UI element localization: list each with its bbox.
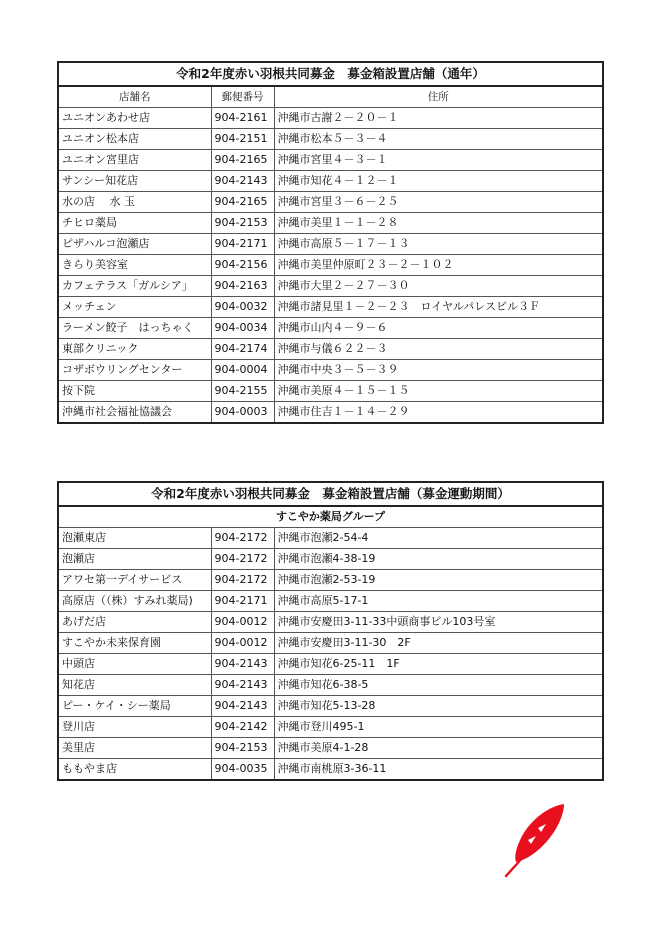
table-row xyxy=(58,297,603,318)
cell-address: 沖縄市諸見里１－２－２３ ロイヤルパレスビル３Ｆ xyxy=(274,297,603,318)
cell-postal-code: 904-2171 xyxy=(211,591,274,612)
cell-address: 沖縄市中央３－５－３９ xyxy=(274,360,603,381)
cell-address: 沖縄市美里１－１－２８ xyxy=(274,213,603,234)
cell-postal-code: 904-0035 xyxy=(211,759,274,781)
table-row xyxy=(58,570,603,591)
cell-address: 沖縄市宮里３－６－２５ xyxy=(274,192,603,213)
cell-address: 沖縄市古謝２－２０－１ xyxy=(274,108,603,129)
cell-postal-code: 904-2153 xyxy=(211,213,274,234)
cell-postal-code: 904-2165 xyxy=(211,150,274,171)
cell-store-name: 美里店 xyxy=(58,738,211,759)
table-row xyxy=(58,612,603,633)
cell-address: 沖縄市安慶田3-11-30 2F xyxy=(274,633,603,654)
cell-address: 沖縄市松本５－３－４ xyxy=(274,129,603,150)
cell-address: 沖縄市知花5-13-28 xyxy=(274,696,603,717)
cell-store-name: ラーメン餃子 はっちゃく xyxy=(58,318,211,339)
cell-store-name: 知花店 xyxy=(58,675,211,696)
table-row xyxy=(58,360,603,381)
cell-postal-code: 904-0012 xyxy=(211,633,274,654)
cell-postal-code: 904-2156 xyxy=(211,255,274,276)
cell-postal-code: 904-2165 xyxy=(211,192,274,213)
cell-address: 沖縄市山内４－９－６ xyxy=(274,318,603,339)
table-row xyxy=(58,339,603,360)
table-row xyxy=(58,213,603,234)
cell-address: 沖縄市登川495-1 xyxy=(274,717,603,738)
cell-postal-code: 904-2163 xyxy=(211,276,274,297)
cell-address: 沖縄市高原5-17-1 xyxy=(274,591,603,612)
table-title: 令和2年度赤い羽根共同募金 募金箱設置店舗（募金運動期間） xyxy=(58,482,603,506)
cell-postal-code: 904-0032 xyxy=(211,297,274,318)
header-postal-code: 郵便番号 xyxy=(211,86,274,108)
group-name: すこやか薬局グループ xyxy=(58,506,603,528)
table-row xyxy=(58,402,603,424)
table-year-round xyxy=(57,61,604,424)
cell-address: 沖縄市大里２－２７－３０ xyxy=(274,276,603,297)
cell-store-name: すこやか未来保育園 xyxy=(58,633,211,654)
cell-store-name: ユニオン松本店 xyxy=(58,129,211,150)
table-title-row xyxy=(58,62,603,86)
cell-store-name: ピザハルコ泡瀬店 xyxy=(58,234,211,255)
cell-address: 沖縄市安慶田3-11-33中頭商事ビル103号室 xyxy=(274,612,603,633)
table-title-row xyxy=(58,482,603,506)
cell-address: 沖縄市知花6-38-5 xyxy=(274,675,603,696)
cell-postal-code: 904-0004 xyxy=(211,360,274,381)
table-row xyxy=(58,171,603,192)
cell-address: 沖縄市知花6-25-11 1F xyxy=(274,654,603,675)
cell-store-name: 泡瀬東店 xyxy=(58,528,211,549)
cell-store-name: 登川店 xyxy=(58,717,211,738)
cell-postal-code: 904-2161 xyxy=(211,108,274,129)
cell-postal-code: 904-2143 xyxy=(211,654,274,675)
group-header-row xyxy=(58,506,603,528)
table-row xyxy=(58,759,603,781)
cell-address: 沖縄市与儀６２２－３ xyxy=(274,339,603,360)
cell-postal-code: 904-2172 xyxy=(211,549,274,570)
table-row xyxy=(58,129,603,150)
cell-store-name: 中頭店 xyxy=(58,654,211,675)
table-row xyxy=(58,255,603,276)
cell-store-name: ピー・ケイ・シー薬局 xyxy=(58,696,211,717)
red-feather-icon xyxy=(498,800,568,880)
table-row xyxy=(58,696,603,717)
cell-store-name: メッチェン xyxy=(58,297,211,318)
cell-address: 沖縄市美里仲原町２３－２－１０２ xyxy=(274,255,603,276)
cell-store-name: ユニオン宮里店 xyxy=(58,150,211,171)
table-row xyxy=(58,675,603,696)
cell-postal-code: 904-2143 xyxy=(211,675,274,696)
cell-address: 沖縄市知花４－１２－１ xyxy=(274,171,603,192)
cell-postal-code: 904-0012 xyxy=(211,612,274,633)
table-row xyxy=(58,633,603,654)
table-row xyxy=(58,234,603,255)
table-row xyxy=(58,717,603,738)
cell-postal-code: 904-0003 xyxy=(211,402,274,424)
table-row xyxy=(58,591,603,612)
cell-postal-code: 904-2172 xyxy=(211,570,274,591)
table-row xyxy=(58,276,603,297)
cell-postal-code: 904-2172 xyxy=(211,528,274,549)
cell-postal-code: 904-2155 xyxy=(211,381,274,402)
cell-store-name: チヒロ薬局 xyxy=(58,213,211,234)
cell-store-name: きらり美容室 xyxy=(58,255,211,276)
cell-store-name: 東部クリニック xyxy=(58,339,211,360)
cell-postal-code: 904-2143 xyxy=(211,696,274,717)
cell-store-name: 高原店（（株）すみれ薬局) xyxy=(58,591,211,612)
cell-address: 沖縄市泡瀬2-54-4 xyxy=(274,528,603,549)
cell-address: 沖縄市宮里４－３－１ xyxy=(274,150,603,171)
cell-store-name: あげだ店 xyxy=(58,612,211,633)
cell-store-name: ももやま店 xyxy=(58,759,211,781)
table-row xyxy=(58,108,603,129)
table-title: 令和2年度赤い羽根共同募金 募金箱設置店舗（通年） xyxy=(58,62,603,86)
cell-postal-code: 904-2151 xyxy=(211,129,274,150)
cell-address: 沖縄市高原５－１７－１３ xyxy=(274,234,603,255)
table-row xyxy=(58,318,603,339)
table-row xyxy=(58,654,603,675)
table-row xyxy=(58,150,603,171)
cell-store-name: アワセ第一デイサービス xyxy=(58,570,211,591)
cell-store-name: 水の店 水 玉 xyxy=(58,192,211,213)
cell-store-name: 按下院 xyxy=(58,381,211,402)
table-header-row xyxy=(58,86,603,108)
cell-store-name: カフェテラス「ガルシア」 xyxy=(58,276,211,297)
cell-address: 沖縄市泡瀬4-38-19 xyxy=(274,549,603,570)
table-row xyxy=(58,738,603,759)
cell-store-name: 泡瀬店 xyxy=(58,549,211,570)
cell-store-name: サンシー知花店 xyxy=(58,171,211,192)
cell-postal-code: 904-2171 xyxy=(211,234,274,255)
table-row xyxy=(58,549,603,570)
header-address: 住所 xyxy=(274,86,603,108)
cell-address: 沖縄市美原４－１５－１５ xyxy=(274,381,603,402)
cell-address: 沖縄市住吉１－１４－２９ xyxy=(274,402,603,424)
cell-store-name: コザボウリングセンター xyxy=(58,360,211,381)
cell-postal-code: 904-2153 xyxy=(211,738,274,759)
table-row xyxy=(58,528,603,549)
cell-postal-code: 904-2143 xyxy=(211,171,274,192)
cell-store-name: 沖縄市社会福祉協議会 xyxy=(58,402,211,424)
cell-postal-code: 904-2142 xyxy=(211,717,274,738)
cell-postal-code: 904-2174 xyxy=(211,339,274,360)
table-campaign-period xyxy=(57,481,604,781)
table-row xyxy=(58,381,603,402)
cell-address: 沖縄市南桃原3-36-11 xyxy=(274,759,603,781)
header-store-name: 店舗名 xyxy=(58,86,211,108)
cell-address: 沖縄市美原4-1-28 xyxy=(274,738,603,759)
table-row xyxy=(58,192,603,213)
cell-address: 沖縄市泡瀬2-53-19 xyxy=(274,570,603,591)
cell-postal-code: 904-0034 xyxy=(211,318,274,339)
cell-store-name: ユニオンあわせ店 xyxy=(58,108,211,129)
